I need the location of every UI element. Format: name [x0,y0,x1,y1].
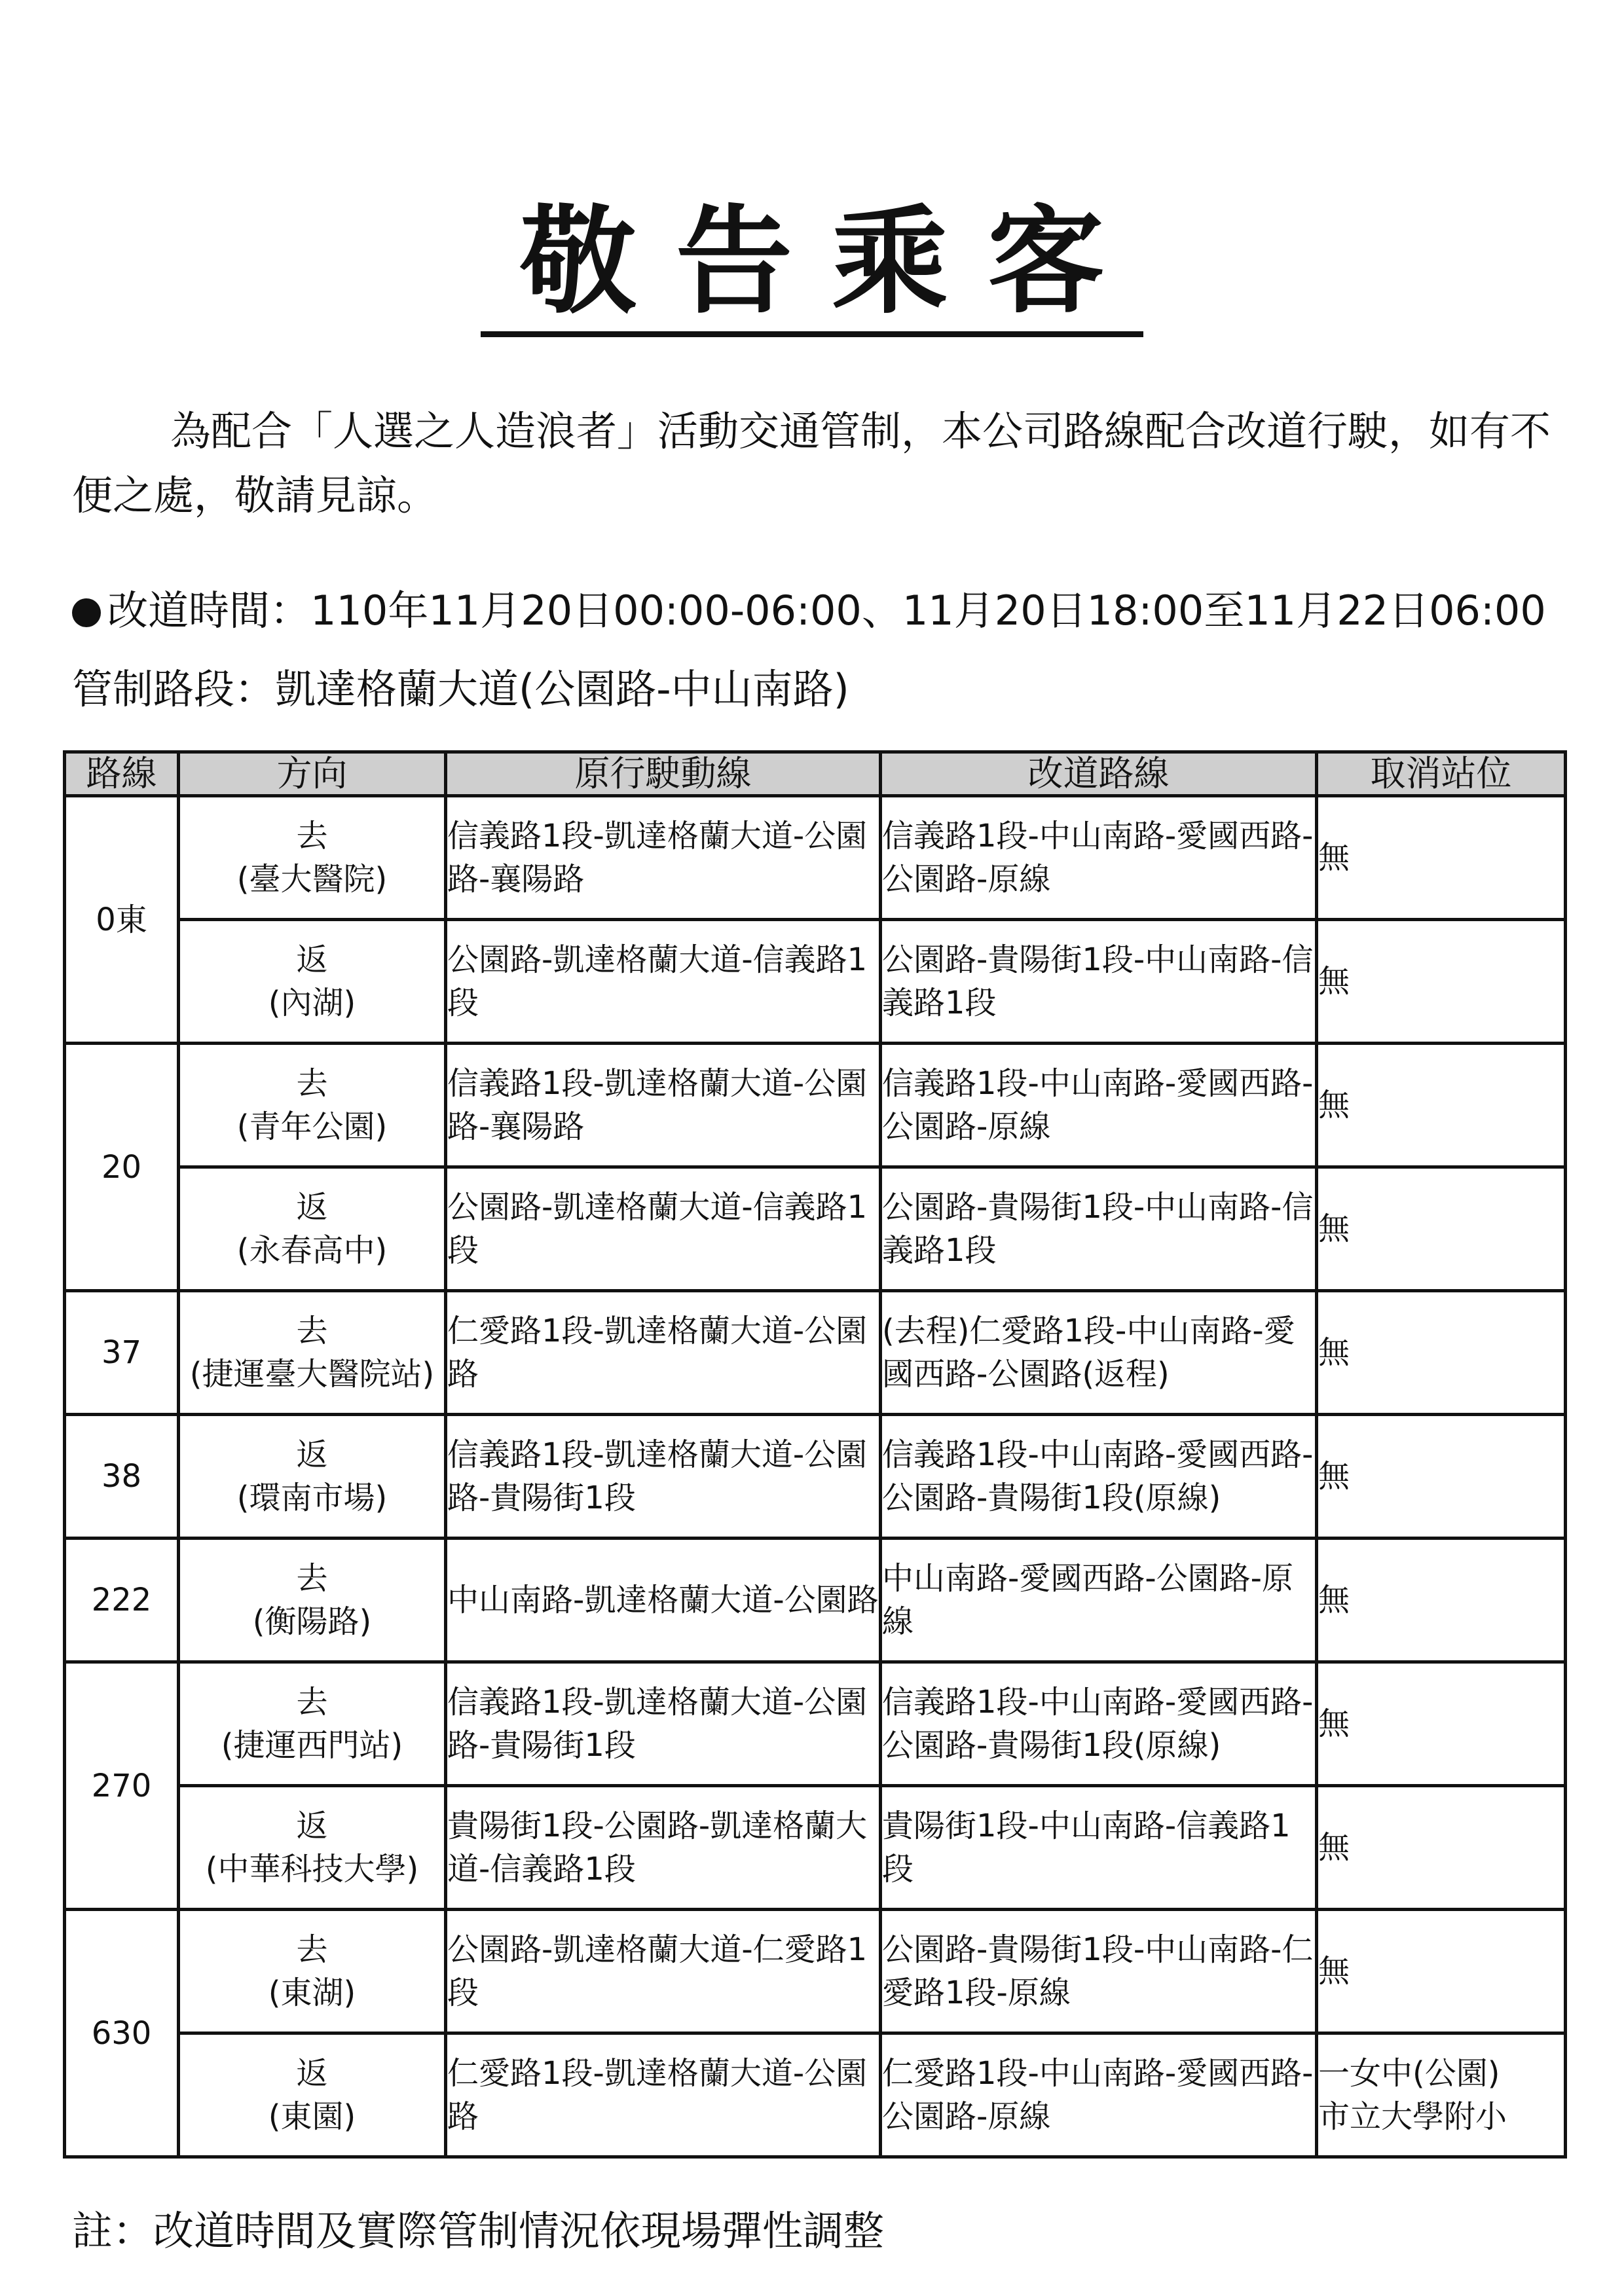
cancelled-stops-cell: 一女中(公園) 市立大學附小 [1317,2033,1566,2157]
control-section-label: 管制路段： [72,665,276,713]
original-route-cell: 中山南路-凱達格蘭大道-公園路 [446,1539,881,1662]
cancelled-stops-cell: 無 [1317,1415,1566,1539]
route-number: 222 [65,1539,179,1662]
detour-route-cell: 公園路-貴陽街1段-中山南路-仁愛路1段-原線 [881,1910,1317,2033]
table-row [65,2033,1566,2157]
table-header-row [65,752,1566,796]
table-row [65,1415,1566,1539]
header-cancelled-stops: 取消站位 [1317,752,1566,796]
detour-route-cell: 公園路-貴陽街1段-中山南路-信義路1段 [881,920,1317,1044]
original-route-cell: 信義路1段-凱達格蘭大道-公園路-貴陽街1段 [446,1415,881,1539]
direction-cell [179,2033,446,2157]
direction-cell [179,1415,446,1539]
header-route: 路線 [65,752,179,796]
direction-destination: (內湖) [268,985,356,1021]
direction-cell [179,1044,446,1167]
footnote: 註：改道時間及實際管制情況依現場彈性調整 [72,2207,885,2255]
direction-label: 返 [296,1189,328,1226]
detour-route-cell: 信義路1段-中山南路-愛國西路-公園路-貴陽街1段(原線) [881,1415,1317,1539]
header-original-route: 原行駛動線 [446,752,881,796]
route-number: 270 [65,1662,179,1910]
direction-label: 去 [296,1313,328,1349]
direction-cell [179,1786,446,1910]
cancelled-stops-cell: 無 [1317,1910,1566,2033]
detour-route-cell: 中山南路-愛國西路-公園路-原線 [881,1539,1317,1662]
direction-destination: (中華科技大學) [205,1851,419,1887]
direction-label: 返 [296,941,328,978]
cancelled-stops-cell: 無 [1317,1539,1566,1662]
direction-destination: (臺大醫院) [236,861,388,898]
direction-label: 返 [296,1808,328,1844]
direction-destination: (捷運臺大醫院站) [189,1356,435,1393]
direction-destination: (東園) [268,2098,356,2135]
cancelled-stops-cell: 無 [1317,1786,1566,1910]
detour-route-cell: (去程)仁愛路1段-中山南路-愛國西路-公園路(返程) [881,1291,1317,1415]
header-detour-route: 改道路線 [881,752,1317,796]
table-row [65,1910,1566,2033]
original-route-cell: 仁愛路1段-凱達格蘭大道-公園路 [446,2033,881,2157]
control-section [72,661,1578,718]
route-number: 0東 [65,796,179,1044]
page-title: 敬告乘客 [0,187,1624,337]
direction-destination: (東湖) [268,1975,356,2011]
cancelled-stops-cell: 無 [1317,1044,1566,1167]
detour-route-cell: 公園路-貴陽街1段-中山南路-信義路1段 [881,1167,1317,1291]
cancelled-stops-cell: 無 [1317,1291,1566,1415]
header-direction: 方向 [179,752,446,796]
direction-cell [179,1291,446,1415]
original-route-cell: 公園路-凱達格蘭大道-信義路1段 [446,920,881,1044]
direction-destination: (青年公園) [236,1108,388,1145]
direction-cell [179,1539,446,1662]
cancelled-stops-cell: 無 [1317,1662,1566,1786]
direction-cell [179,796,446,920]
table-row [65,1044,1566,1167]
direction-label: 返 [296,2055,328,2092]
table-row [65,920,1566,1044]
direction-label: 返 [296,1436,328,1473]
detour-route-cell: 貴陽街1段-中山南路-信義路1段 [881,1786,1317,1910]
detour-time-label: 改道時間： [107,587,311,634]
route-number: 630 [65,1910,179,2157]
direction-cell [179,1662,446,1786]
table-row [65,1786,1566,1910]
direction-label: 去 [296,1065,328,1102]
original-route-cell: 公園路-凱達格蘭大道-信義路1段 [446,1167,881,1291]
direction-label: 去 [296,1931,328,1968]
cancelled-stops-cell: 無 [1317,796,1566,920]
original-route-cell: 公園路-凱達格蘭大道-仁愛路1段 [446,1910,881,2033]
bullet-icon [72,598,101,627]
original-route-cell: 信義路1段-凱達格蘭大道-公園路-襄陽路 [446,1044,881,1167]
direction-label: 去 [296,1684,328,1721]
direction-cell [179,1910,446,2033]
detour-route-cell: 信義路1段-中山南路-愛國西路-公園路-原線 [881,1044,1317,1167]
original-route-cell: 信義路1段-凱達格蘭大道-公園路-襄陽路 [446,796,881,920]
original-route-cell: 信義路1段-凱達格蘭大道-公園路-貴陽街1段 [446,1662,881,1786]
table-row [65,1539,1566,1662]
table-row [65,1662,1566,1786]
route-number: 20 [65,1044,179,1291]
direction-label: 去 [296,818,328,854]
cancelled-stops-cell: 無 [1317,1167,1566,1291]
detour-time [72,583,1578,639]
table-row [65,796,1566,920]
direction-destination: (衡陽路) [252,1603,372,1640]
detour-route-cell: 信義路1段-中山南路-愛國西路-公園路-貴陽街1段(原線) [881,1662,1317,1786]
intro-paragraph: 為配合「人選之人造浪者」活動交通管制，本公司路線配合改道行駛，如有不便之處，敬請見諒。 [72,407,1551,519]
direction-label: 去 [296,1560,328,1597]
route-number: 38 [65,1415,179,1539]
detour-route-cell: 信義路1段-中山南路-愛國西路-公園路-原線 [881,796,1317,920]
direction-cell [179,1167,446,1291]
control-section-value: 凱達格蘭大道(公園路-中山南路) [275,665,849,713]
direction-destination: (永春高中) [236,1232,388,1269]
original-route-cell: 貴陽街1段-公園路-凱達格蘭大道-信義路1段 [446,1786,881,1910]
table-row [65,1291,1566,1415]
detour-time-value: 110年11月20日00:00-06:00、11月20日18:00至11月22日06:00 [310,587,1546,634]
direction-destination: (捷運西門站) [221,1727,403,1764]
route-table [63,750,1567,2159]
direction-cell [179,920,446,1044]
direction-destination: (環南市場) [236,1480,388,1516]
table-row [65,1167,1566,1291]
route-number: 37 [65,1291,179,1415]
original-route-cell: 仁愛路1段-凱達格蘭大道-公園路 [446,1291,881,1415]
cancelled-stops-cell: 無 [1317,920,1566,1044]
detour-route-cell: 仁愛路1段-中山南路-愛國西路-公園路-原線 [881,2033,1317,2157]
